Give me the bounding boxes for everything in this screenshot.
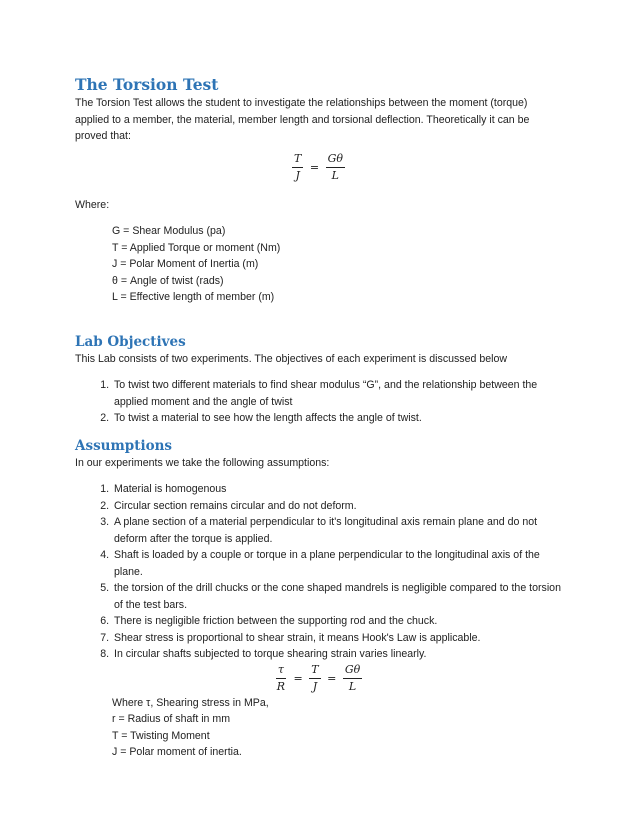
assumption-item: 4. Shaft is loaded by a couple or torque in a plane perpendicular to the longitudinal axis of the plane.: [112, 547, 562, 580]
fraction-gtheta-over-l-2: [343, 663, 362, 694]
eq2-b-num: T: [309, 663, 320, 679]
eq2-equals-1: =: [293, 671, 303, 685]
assumption-item: 8. In circular shafts subjected to torque shearing strain varies linearly.: [112, 646, 562, 663]
note-item: J = Polar moment of inertia.: [112, 746, 242, 758]
assumptions-list: [75, 481, 562, 663]
eq2-c-num: Gθ: [343, 663, 362, 679]
assumptions-intro: In our experiments we take the following assumptions:: [75, 456, 330, 469]
eq2-c-den: L: [348, 679, 357, 693]
torsion-equation: [75, 152, 562, 183]
eq2-b-den: J: [312, 679, 318, 693]
note-item: Where τ, Shearing stress in MPa,: [112, 696, 269, 709]
fraction-t-over-j-2: [309, 663, 320, 694]
definition-item: θ = Angle of twist (rads): [112, 274, 224, 287]
definitions-list: [112, 223, 562, 306]
objective-item: 1. To twist two different materials to find shear modulus “G”, and the relationship between the applied moment and the angle of twist: [112, 377, 562, 410]
eq1-rhs-den: L: [331, 168, 339, 182]
lab-objectives-heading: Lab Objectives: [75, 333, 186, 350]
definition-item: L = Effective length of member (m): [112, 291, 275, 303]
assumption-item: 7. Shear stress is proportional to shear strain, it means Hook's Law is applicable.: [112, 630, 562, 647]
eq1-equals: =: [309, 160, 320, 174]
objectives-intro: This Lab consists of two experiments. The objectives of each experiment is discussed below: [75, 352, 508, 365]
fraction-gtheta-over-l: [326, 152, 345, 183]
assumption-item: 6. There is negligible friction between the supporting rod and the chuck.: [112, 613, 562, 630]
page-title: The Torsion Test: [75, 75, 219, 94]
definition-item: T = Applied Torque or moment (Nm): [112, 241, 281, 254]
fraction-tau-over-r: [275, 663, 287, 694]
fraction-t-over-j: [292, 152, 303, 183]
eq2-equals-2: =: [327, 671, 337, 685]
assumptions-heading: Assumptions: [75, 437, 172, 454]
assumption-item: 1. Material is homogenous: [112, 481, 562, 498]
eq2-a-num: τ: [276, 663, 286, 679]
definition-item: J = Polar Moment of Inertia (m): [112, 258, 259, 270]
eq1-lhs-den: J: [295, 168, 300, 182]
note-item: r = Radius of shaft in mm: [112, 713, 231, 725]
eq2-a-den: R: [276, 679, 286, 693]
note-item: T = Twisting Moment: [112, 729, 210, 742]
eq1-lhs-num: T: [292, 152, 303, 168]
shear-stress-equation: [75, 663, 562, 694]
where-label: Where:: [75, 198, 110, 211]
definition-item: G = Shear Modulus (pa): [112, 225, 226, 237]
notes-list: [112, 695, 562, 761]
objective-item: 2. To twist a material to see how the length affects the angle of twist.: [112, 410, 562, 427]
assumption-item: 3. A plane section of a material perpendicular to it's longitudinal axis remain plane and do not deform after the torque is applied.: [112, 514, 562, 547]
assumption-item: 5. the torsion of the drill chucks or the cone shaped mandrels is negligible compared to the torsion of the test bars.: [112, 580, 562, 613]
objectives-list: [75, 377, 562, 427]
assumption-item: 2. Circular section remains circular and do not deform.: [112, 498, 562, 515]
eq1-rhs-num: Gθ: [326, 152, 345, 168]
intro-paragraph: The Torsion Test allows the student to investigate the relationships between the moment (torque) applied to a member, the material, member length and torsional deflection. Theoretically it can be proved that:: [75, 97, 530, 142]
